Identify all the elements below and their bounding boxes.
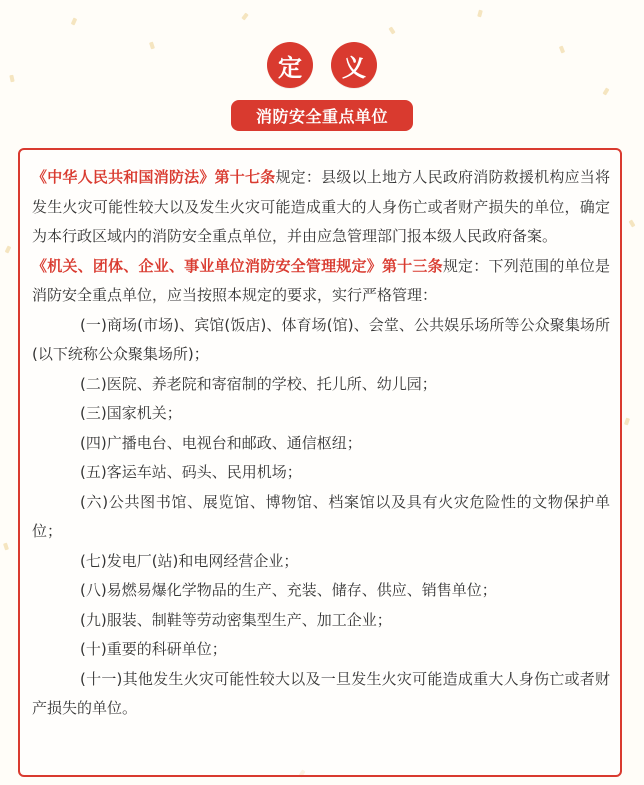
confetti-decoration bbox=[241, 13, 248, 21]
subtitle-badge: 消防安全重点单位 bbox=[231, 100, 413, 131]
law-reference: 《机关、团体、企业、事业单位消防安全管理规定》第十三条 bbox=[32, 256, 443, 275]
list-item: (二)医院、养老院和寄宿制的学校、托儿所、幼儿园； bbox=[80, 374, 437, 393]
list-item: (八)易燃易爆化学物品的生产、充装、储存、供应、销售单位； bbox=[80, 581, 497, 599]
list-item: (六)公共图书馆、展览馆、博物馆、档案馆以及具有火灾危险性的文物保护单位； bbox=[32, 492, 610, 540]
list-item: (七)发电厂(站)和电网经营企业； bbox=[80, 551, 299, 570]
title-character-badge: 定 bbox=[267, 42, 313, 88]
confetti-decoration bbox=[629, 219, 636, 227]
confetti-decoration bbox=[624, 418, 630, 426]
list-item: (九)服装、制鞋等劳动密集型生产、加工企业； bbox=[80, 610, 392, 629]
confetti-decoration bbox=[71, 17, 78, 25]
confetti-decoration bbox=[3, 543, 9, 551]
list-item: (四)广播电台、电视台和邮政、通信枢纽； bbox=[80, 433, 362, 452]
list-item: (三)国家机关； bbox=[80, 404, 182, 422]
paragraph-text: 规定：县级以上地方人民政府消防救援机构应当将发生火灾可能性较大以及发生火灾可能造成重大的人身伤亡或者财产损失的单位，确定为本行政区域内的消防安全重点单位，并由应急管理部门报本级人民政府备案。 bbox=[32, 168, 610, 245]
confetti-decoration bbox=[388, 26, 395, 34]
law-reference: 《中华人民共和国消防法》第十七条 bbox=[32, 168, 276, 186]
confetti-decoration bbox=[602, 87, 609, 95]
list-item: (十一)其他发生火灾可能性较大以及一旦发生火灾可能造成重大人身伤亡或者财产损失的单位。 bbox=[32, 669, 610, 717]
paragraph-text: 规定：下列范围的单位是消防安全重点单位，应当按照本规定的要求，实行严格管理： bbox=[32, 256, 610, 304]
list-item: (一)商场(市场)、宾馆(饭店)、体育场(馆)、会堂、公共娱乐场所等公众聚集场所(以下统称公众聚集场所)； bbox=[32, 315, 610, 363]
title-area bbox=[0, 42, 644, 88]
content-panel bbox=[18, 148, 622, 777]
paragraph-fire-law bbox=[32, 163, 610, 252]
confetti-decoration bbox=[5, 245, 12, 253]
list-item: (五)客运车站、码头、民用机场； bbox=[80, 463, 302, 481]
paragraph-management-regulation bbox=[32, 252, 610, 311]
list-item: (十)重要的科研单位； bbox=[80, 640, 227, 658]
confetti-decoration bbox=[477, 10, 483, 18]
title-character-badge: 义 bbox=[331, 42, 377, 88]
